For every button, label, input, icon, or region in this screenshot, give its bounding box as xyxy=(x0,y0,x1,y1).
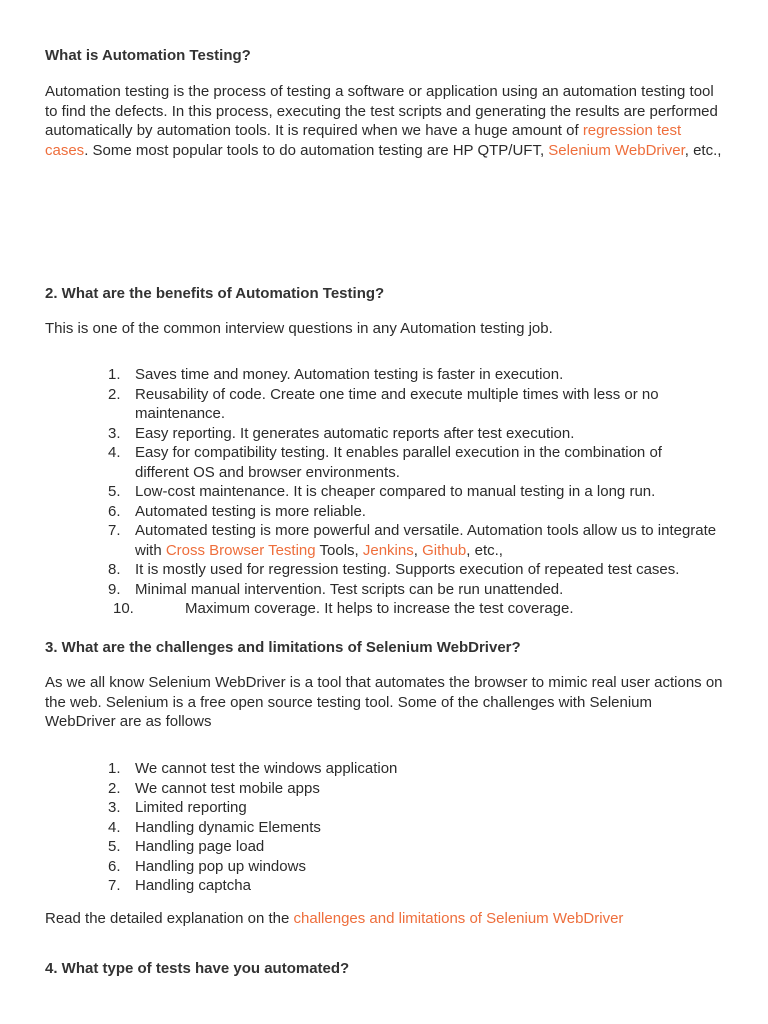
link-selenium-webdriver[interactable]: Selenium WebDriver xyxy=(548,141,685,159)
list-number: 5. xyxy=(108,483,121,500)
list-item xyxy=(108,876,718,896)
list-number: 3. xyxy=(108,424,121,442)
list-item-text: Low-cost maintenance. It is cheaper compared to manual testing in a long run. xyxy=(135,483,656,500)
list-item xyxy=(108,560,718,580)
list-item xyxy=(108,599,718,619)
text: Automation testing is the process of testing a software or application using an automation testing tool to find the defects. In this process, executing the test scripts and generating the results are performed automatically by automation tools. It is required when we have a huge amount of xyxy=(45,83,718,139)
list-item xyxy=(108,502,718,522)
list-item-text: Limited reporting xyxy=(135,799,247,816)
list-number: 4. xyxy=(108,818,121,836)
list-number: 2. xyxy=(108,779,121,797)
paragraph-read-more xyxy=(45,909,725,929)
list-number: 7. xyxy=(108,522,121,539)
list-number: 10. xyxy=(113,600,134,617)
list-item xyxy=(108,365,718,385)
text: . Some most popular tools to do automation testing are HP QTP/UFT, xyxy=(84,141,549,159)
paragraph-selenium-intro: As we all know Selenium WebDriver is a tool that automates the browser to mimic real user actions on the web. Selenium is a free open source testing tool. Some of the challenges with Selenium WebDriver are as follows xyxy=(45,674,723,730)
list-item xyxy=(108,818,718,838)
list-item-text: Reusability of code. Create one time and execute multiple times with less or no maintenance. xyxy=(135,385,659,422)
heading-types-of-tests-automated: 4. What type of tests have you automated? xyxy=(45,960,350,977)
list-number: 4. xyxy=(108,444,121,461)
list-item xyxy=(108,424,718,444)
list-number: 6. xyxy=(108,857,121,875)
paragraph-automation-testing-definition xyxy=(45,82,725,160)
list-number: 3. xyxy=(108,799,121,816)
list-item xyxy=(108,798,718,818)
list-number: 1. xyxy=(108,366,121,383)
list-number: 7. xyxy=(108,877,121,894)
text: Read the detailed explanation on the xyxy=(45,910,294,927)
list-item xyxy=(108,580,718,600)
text: , etc., xyxy=(684,141,722,159)
list-number: 6. xyxy=(108,502,121,520)
list-item xyxy=(108,521,718,560)
list-item xyxy=(108,779,718,799)
heading-challenges-and-limitations: 3. What are the challenges and limitations of Selenium WebDriver? xyxy=(45,639,521,656)
list-item-text: We cannot test the windows application xyxy=(135,760,398,777)
list-item-text: Easy for compatibility testing. It enables parallel execution in the combination of different OS and browser environments. xyxy=(135,444,662,481)
list-item-text: Handling pop up windows xyxy=(135,857,306,875)
link-github[interactable]: Github xyxy=(422,541,467,559)
list-item xyxy=(108,837,718,857)
list-item-text: Handling captcha xyxy=(135,877,251,894)
list-item xyxy=(108,385,718,424)
list-item-text: Tools, xyxy=(315,541,363,559)
list-item xyxy=(108,857,718,877)
list-item-text: , etc., xyxy=(466,541,503,559)
list-item-text: Handling page load xyxy=(135,838,265,855)
list-item-text: , xyxy=(413,541,423,559)
list-item-text: It is mostly used for regression testing. Supports execution of repeated test cases. xyxy=(135,561,680,578)
list-item-text: Minimal manual intervention. Test scripts can be run unattended. xyxy=(135,580,564,598)
link-jenkins[interactable]: Jenkins xyxy=(362,541,414,559)
benefits-list xyxy=(108,365,718,619)
list-item-text: Maximum coverage. It helps to increase the test coverage. xyxy=(185,600,574,617)
list-item-text: Handling dynamic Elements xyxy=(135,818,321,836)
list-item-text: Automated testing is more reliable. xyxy=(135,502,366,520)
list-item-text: Easy reporting. It generates automatic reports after test execution. xyxy=(135,424,575,442)
list-item-text: We cannot test mobile apps xyxy=(135,779,320,797)
link-regression-test-cases[interactable]: regression test cases xyxy=(45,122,682,159)
challenges-list xyxy=(108,759,718,896)
list-number: 2. xyxy=(108,385,121,403)
heading-what-is-automation-testing: What is Automation Testing? xyxy=(45,47,251,64)
link-challenges-and-limitations[interactable]: challenges and limitations of Selenium WebDriver xyxy=(293,910,624,927)
list-number: 5. xyxy=(108,838,121,855)
list-item xyxy=(108,482,718,502)
heading-benefits-of-automation-testing: 2. What are the benefits of Automation Testing? xyxy=(45,285,385,302)
list-item-text: Saves time and money. Automation testing is faster in execution. xyxy=(135,366,564,383)
list-item-text: Automated testing is more powerful and versatile. Automation tools allow us to integrate with xyxy=(135,522,717,559)
list-number: 8. xyxy=(108,561,121,578)
list-number: 1. xyxy=(108,760,121,777)
paragraph-benefits-intro: This is one of the common interview questions in any Automation testing job. xyxy=(45,320,553,337)
list-item xyxy=(108,443,718,482)
list-item xyxy=(108,759,718,779)
list-number: 9. xyxy=(108,580,121,598)
link-cross-browser-testing[interactable]: Cross Browser Testing xyxy=(165,541,316,559)
